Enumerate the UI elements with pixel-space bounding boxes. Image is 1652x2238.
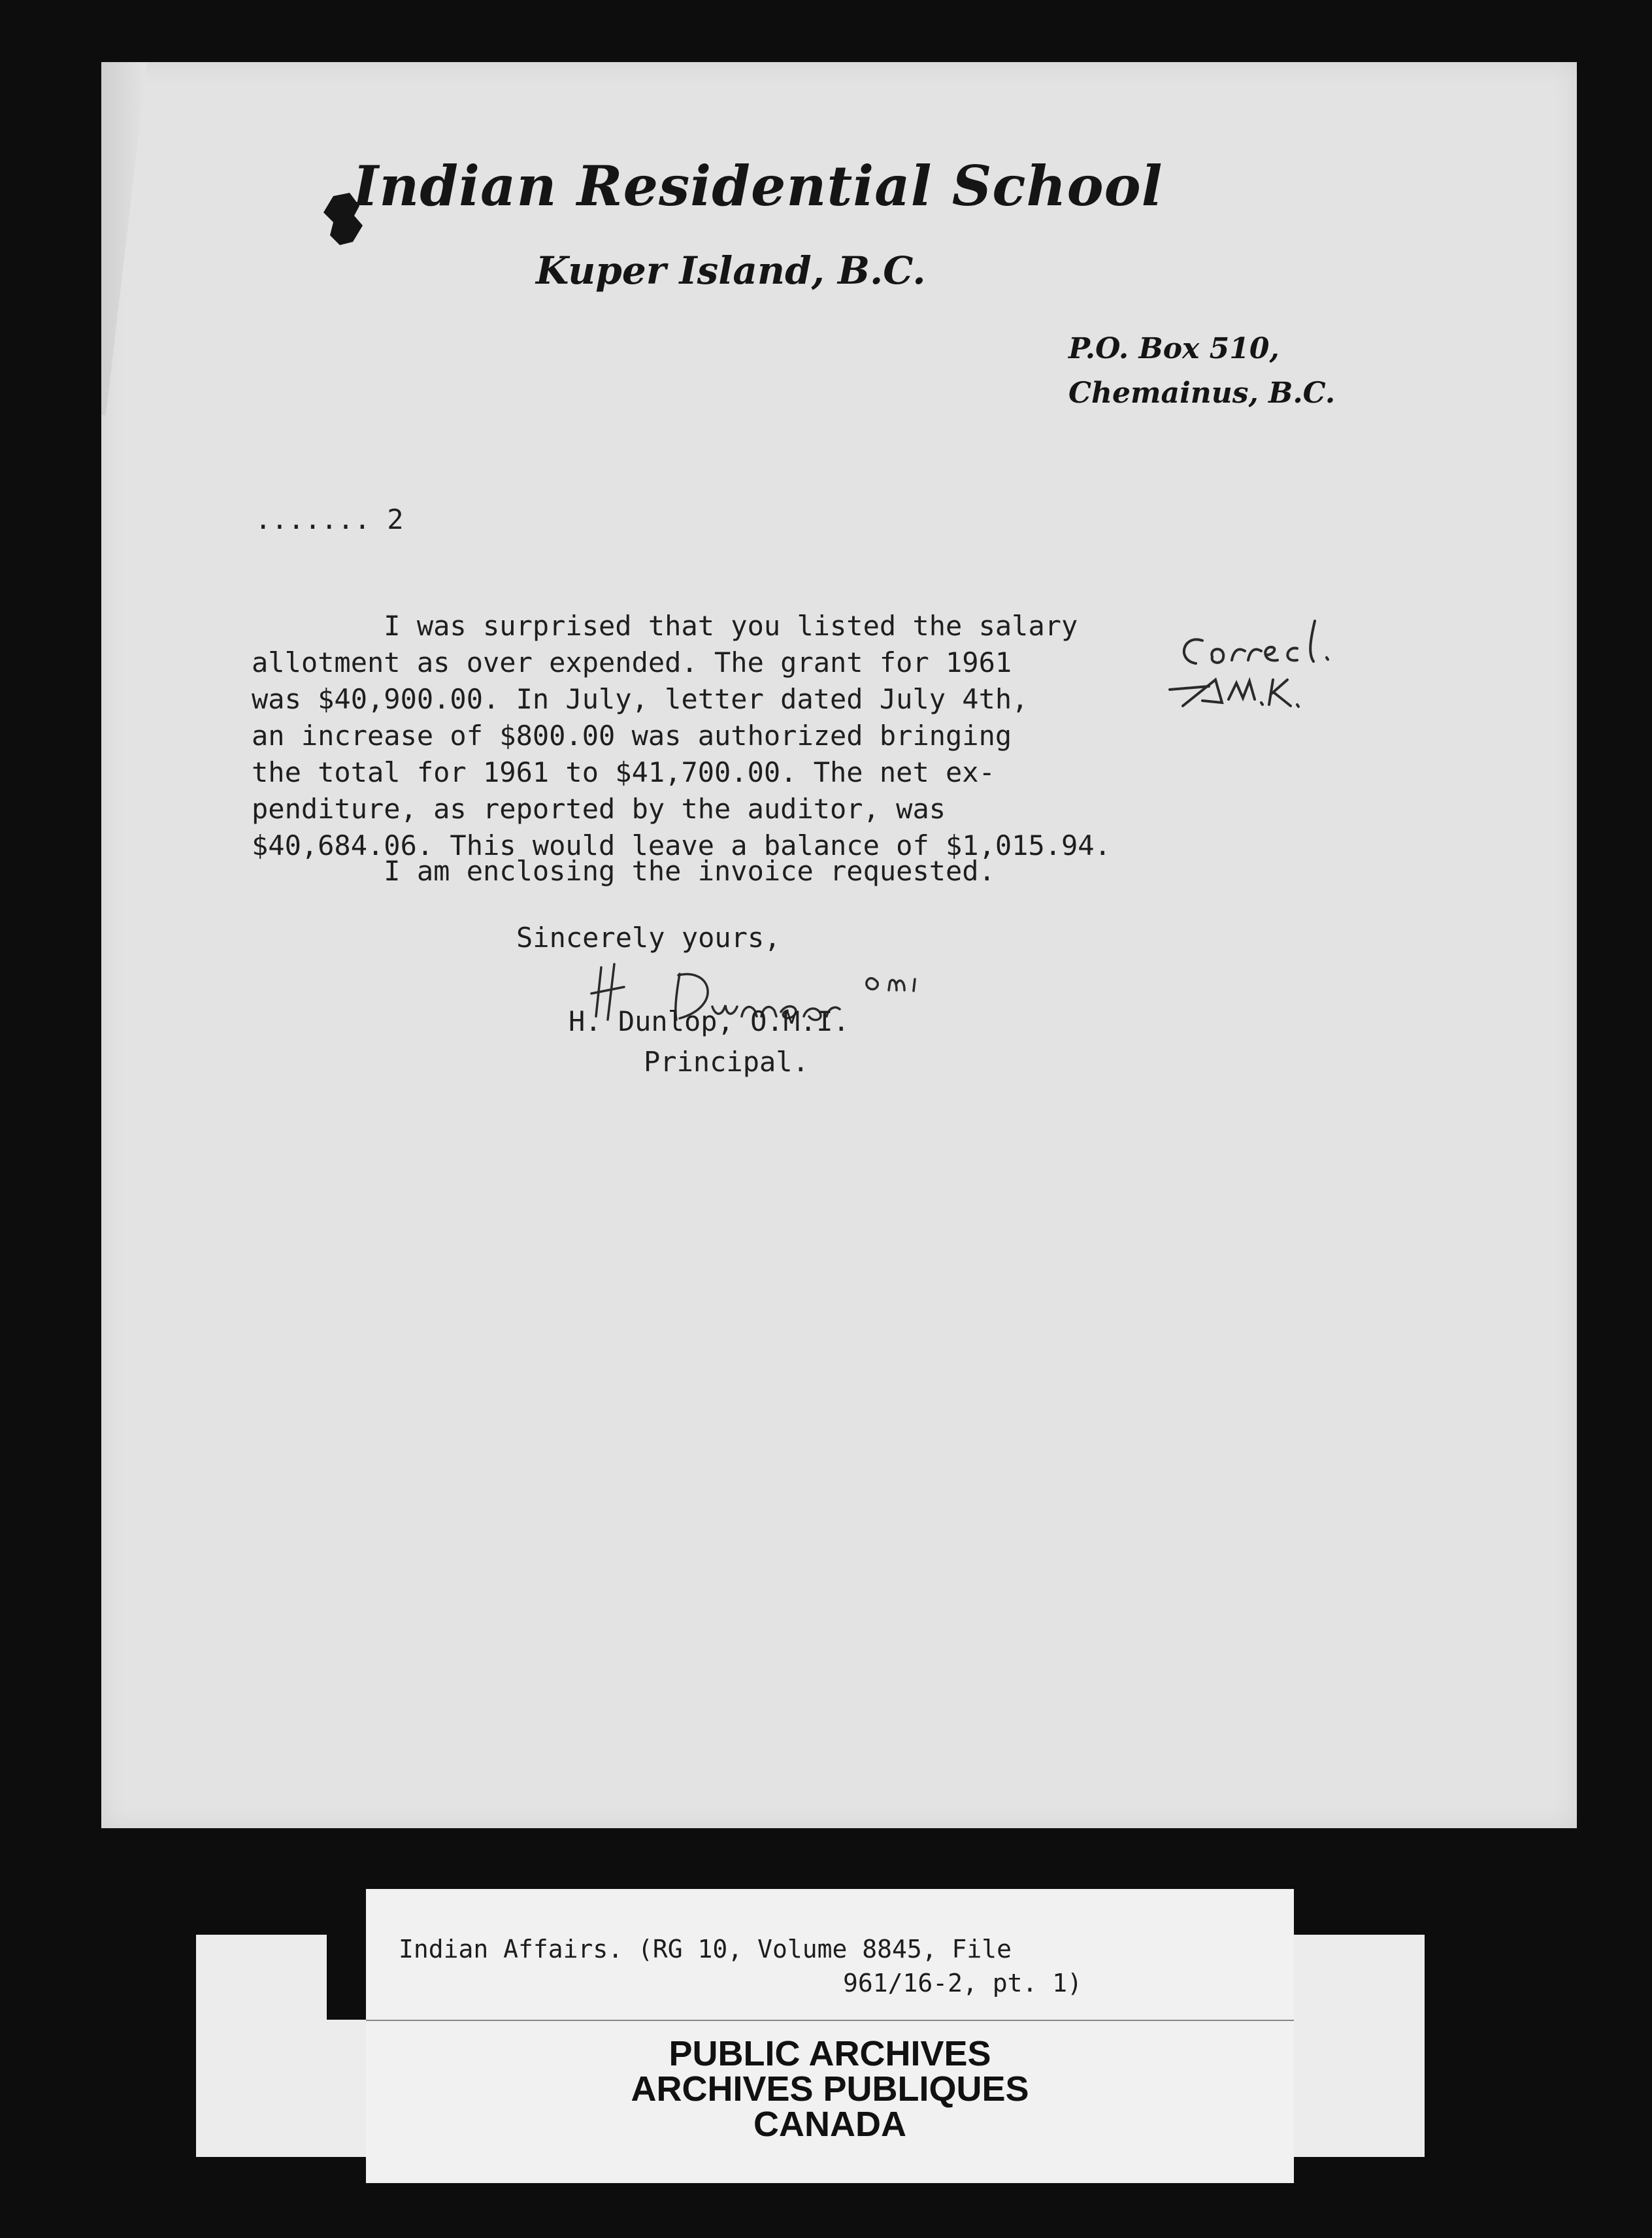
handwritten-margin-note	[1163, 595, 1464, 752]
letter-paragraph-1: I was surprised that you listed the salary allotment as over expended. The grant for 1961 was $40,900.00. In July, letter dated July 4th, an increase of $800.00 was authorized bringing the total for 1961 to $41,700.00. The net ex- penditure, as reported by the auditor, was $40,684.06. This would leave a balance of $1,015.94.	[252, 610, 1111, 861]
address-line-1: P.O. Box 510,	[1068, 332, 1280, 365]
archive-reference-line-2: 961/16-2, pt. 1)	[843, 1969, 1083, 1997]
address-line-2: Chemainus, B.C.	[1068, 376, 1336, 410]
letter-closing: Sincerely yours,	[516, 922, 781, 954]
archives-stamp	[497, 2036, 1163, 2142]
archives-stamp-line-2: ARCHIVES PUBLIQUES	[631, 2069, 1029, 2109]
letterhead-location: Kuper Island, B.C.	[536, 248, 926, 293]
label-notch	[327, 1935, 366, 2020]
label-divider	[366, 2020, 1294, 2021]
archives-stamp-line-1: PUBLIC ARCHIVES	[669, 2034, 991, 2073]
letter-paragraph-2: I am enclosing the invoice requested.	[252, 855, 995, 887]
signer-title: Principal.	[644, 1046, 809, 1078]
letterhead-title: Indian Residential School	[353, 154, 1163, 218]
letter-page	[101, 62, 1577, 1828]
archives-stamp-line-3: CANADA	[753, 2105, 906, 2144]
return-address	[1068, 327, 1335, 416]
archive-reference-line-1: Indian Affairs. (RG 10, Volume 8845, File	[399, 1935, 1012, 1963]
paper-fold	[101, 62, 147, 415]
page-number: ....... 2	[255, 503, 404, 535]
signer-name: H. Dunlop, O.M.I.	[569, 1005, 850, 1037]
